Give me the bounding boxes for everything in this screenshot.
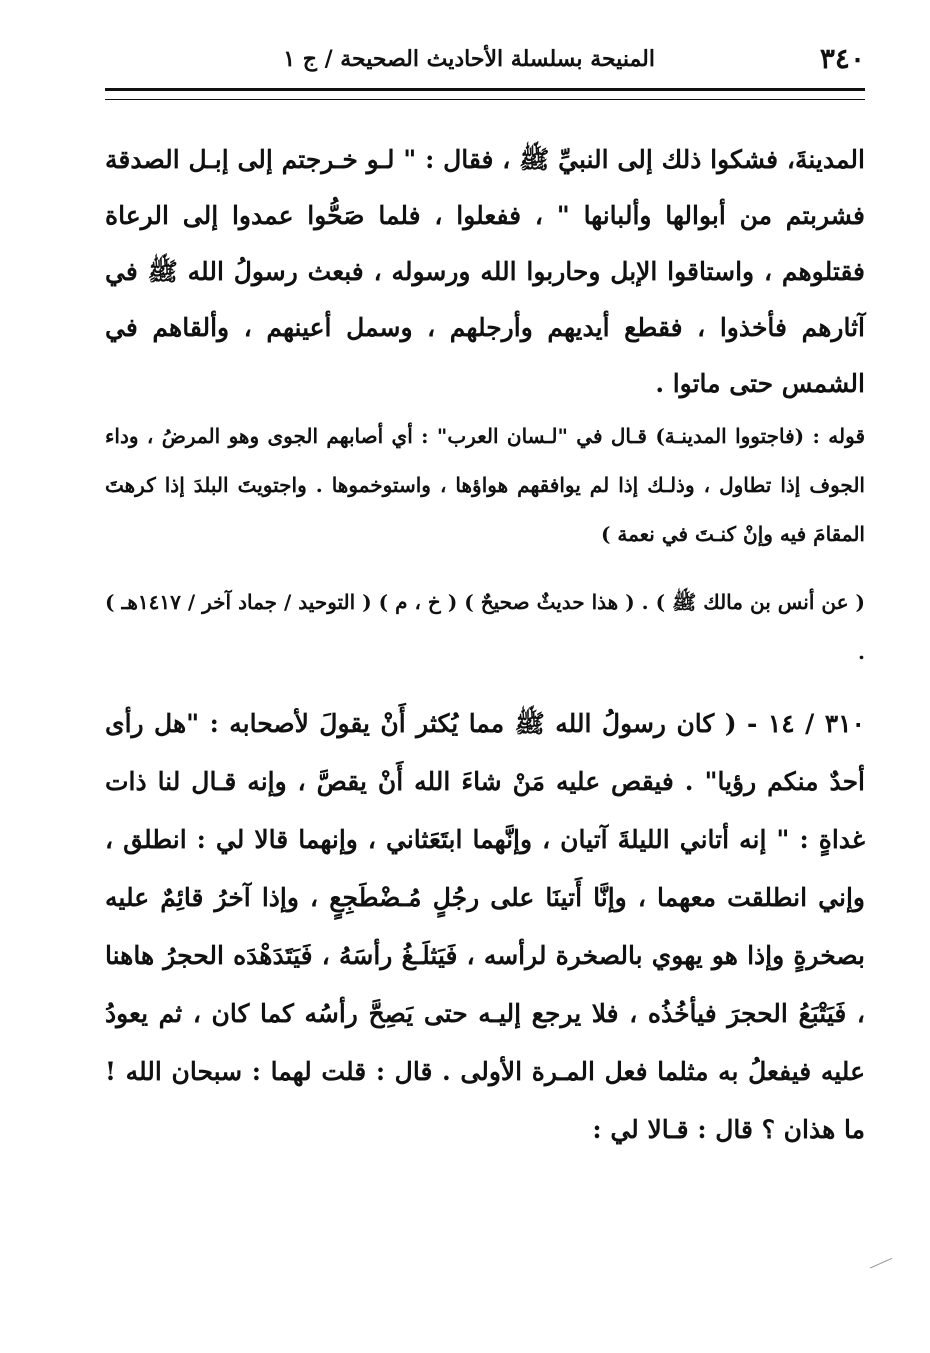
hadith-paragraph: ٣١٠ / ١٤ - ( كان رسولُ الله ﷺ مما يُكثر أَنْ يقولَ لأصحابه : "هل رأى أحدٌ منكم رؤيا" . فيقص عليه مَنْ شاءَ الله أَنْ يقصَّ ، وإنه قـال لنا ذات غداةٍ : " إنه أتاني الليلةَ آتيان ، وإنَّهما ابتَعَثاني ، وإنهما قالا لي : انطلق ، وإني انطلقت معهما ، وإنَّا أَتينَا على رجُلٍ مُـضْطَجِعٍ ، وإذا آخرُ قائِمٌ عليه بصخرةٍ وإذا هو يهوي بالصخرة لرأسه ، فَيَثلَـغُ رأسَهُ ، فَيَتَدَهْدَه الحجرُ هاهنا ، فَيَتْبَعُ الحجرَ فيأخُذُه ، فلا يرجع إليـه حتى يَصِحَّ رأسُه كما كان ، ثم يعودُ عليه فيفعلُ به مثلما فعل المـرة الأولى . قال : قلت لهما : سبحان الله ! ما هذان ؟ قال : قـالا لي : bbox=[105, 709, 865, 1144]
page-header bbox=[105, 38, 865, 86]
running-title: المنيحة بسلسلة الأحاديث الصحيحة / ج ١ bbox=[283, 46, 655, 72]
header-divider bbox=[105, 88, 865, 100]
page-number: ٣٤٠ bbox=[819, 42, 865, 75]
intro-paragraph: المدينةَ، فشكوا ذلك إلى النبيِّ ﷺ ، فقال : " لـو خـرجتم إلى إبـل الصدقة فشربتم من أبوالها وألبانها " ، ففعلوا ، فلما صَحُّوا عمدوا إلى الرعاة فقتلوهم ، واستاقوا الإبل وحاربوا الله ورسوله ، فبعث رسولُ الله ﷺ في آثارهم فأخذوا ، فقطع أيديهم وأرجلهم ، وسمل أعينهم ، وألقاهم في الشمس حتى ماتوا . bbox=[105, 145, 865, 398]
page-content bbox=[105, 132, 865, 1159]
source-paragraph: ( عن أنس بن مالك ﷺ ) . ( هذا حديثٌ صحيحٌ ) ( خ ، م ) ( التوحيد / جماد آخر / ١٤١٧هـ ) . bbox=[105, 590, 865, 664]
scan-mark bbox=[870, 1258, 898, 1281]
note-paragraph: قوله : (فاجتووا المدينـة) قـال في "لـسان العرب" : أي أصابهم الجوى وهو المرضُ ، وداء الجوف إذا تطاول ، وذلـك إذا لم يوافقهم هواؤها ، واستوخموها . واجتويتَ البلدَ إذا كرهتَ المقامَ فيه وإنْ كنـتَ في نعمة ) bbox=[105, 424, 865, 546]
